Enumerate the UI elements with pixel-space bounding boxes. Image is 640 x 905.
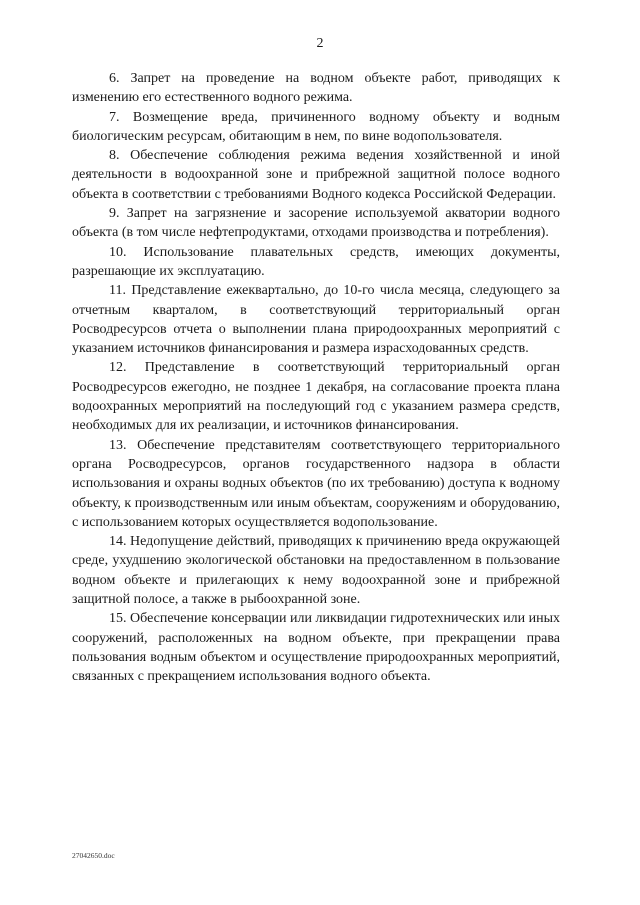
clause-8: 8. Обеспечение соблюдения режима ведения хозяйственной и иной деятельности в водоохранной зоне и прибрежной защитной полосе водного объекта в соответствии с требованиями Водного кодекса Российской Федерации. <box>72 148 560 202</box>
clause-14: 14. Недопущение действий, приводящих к причинению вреда окружающей среде, ухудшению экологической обстановки на предоставленном в пользование водном объекте и прилегающих к нему водоохранной зоне и прибрежной защитной полосе, а также в рыбоохранной зоне. <box>72 534 560 608</box>
clause-12: 12. Представление в соответствующий территориальный орган Росводресурсов ежегодно, не позднее 1 декабря, на согласование проекта плана водоохранных мероприятий на последующий год с указанием размера средств, необходимых для их реализации, и источников финансирования. <box>72 360 560 434</box>
footer-filename: 27042650.doc <box>72 851 115 860</box>
clause-11: 11. Представление ежеквартально, до 10-го числа месяца, следующего за отчетным кварталом, в соответствующий территориальный орган Росводресурсов отчета о выполнении плана природоохранных мероприятий с указанием источников финансирования и размера израсходованных средств. <box>72 283 560 357</box>
page-number: 2 <box>316 36 324 51</box>
clause-9: 9. Запрет на загрязнение и засорение используемой акватории водного объекта (в том числе нефтепродуктами, отходами производства и потребления). <box>72 206 560 241</box>
clause-7: 7. Возмещение вреда, причиненного водному объекту и водным биологическим ресурсам, обитающим в нем, по вине водопользователя. <box>72 109 560 144</box>
clause-10: 10. Использование плавательных средств, имеющих документы, разрешающие их эксплуатацию. <box>72 244 560 279</box>
clause-13: 13. Обеспечение представителям соответствующего территориального органа Росводресурсов, органов государственного надзора в области использования и охраны водных объектов (по их требованию) доступа к водному объекту, к производственным или иным объектам, сооружениям и оборудованию, с использованием которых осуществляется водопользование. <box>72 437 560 530</box>
clause-15: 15. Обеспечение консервации или ликвидации гидротехнических или иных сооружений, расположенных на водном объекте, при прекращении права пользования водным объектом и осуществление природоохранных мероприятий, связанных с прекращением использования водного объекта. <box>72 611 560 685</box>
clause-6: 6. Запрет на проведение на водном объекте работ, приводящих к изменению его естественного водного режима. <box>72 71 560 106</box>
document-body <box>72 69 560 687</box>
